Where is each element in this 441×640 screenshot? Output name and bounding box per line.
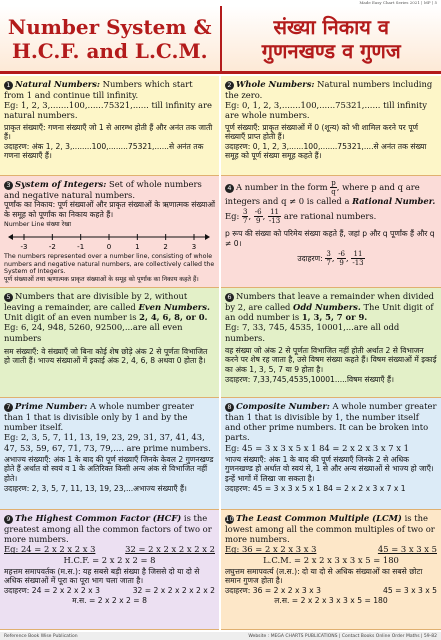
definition-text: Set of whole numbers and negative natural numbers. — [4, 179, 202, 200]
top-caption: Made Easy Chart Series 2021 | MP | 5 — [359, 0, 437, 5]
title-english-line1: Number System & — [7, 14, 212, 39]
definition-text: A whole number greater than 1 that is divisible only by 1 and by the number itself. — [4, 401, 194, 433]
number-badge: 9 — [4, 515, 13, 524]
example-text: Eg: 45 = 3 x 3 x 5 x 1 84 = 2 x 2 x 3 x 7 x 1 — [225, 442, 409, 453]
hindi-example-fraction-1: $\frac{3}{7}$ — [326, 250, 331, 268]
number-badge: 1 — [4, 81, 13, 90]
number-badge: 6 — [225, 293, 234, 302]
definition-text: Natural numbers including the zero. — [225, 79, 433, 100]
footer-right: Website : MEGA CHARTS PUBLICATIONS | Contact Books Online Order Maths | 59-82 — [248, 633, 437, 639]
card-rational-numbers: 4 A number in the form $\frac{p}{q}$ , where p and q are integers and q ≠ 0 is called a Rational Number. Eg: $\frac{3}{7}$ , $\frac{-6}{9}$ , $\frac{11}{-13}$ are rational numbers. p रूप की संख्या को परिमेय संख्या कहते हैं, जहां p और q पूर्णांक हैं और q ≠ 0। उदाहरण: $\frac{3}{7}$ , $\frac{-6}{9}$ , $\frac{11}{-13}$ — [221, 176, 441, 288]
example-36: Eg: 36 = 2 x 2 x 3 x 3 — [225, 544, 317, 555]
number-badge: 7 — [4, 403, 13, 412]
card-integers — [0, 176, 219, 288]
definition-text: A whole number greater than 1 that is divisible by 1, the number itself and other prime numbers. It can be broken into parts. — [225, 401, 437, 443]
example-tail: are rational numbers. — [283, 211, 377, 222]
term-natural-numbers: Natural Numbers: — [15, 79, 100, 89]
number-line-tick-label: -2 — [48, 242, 56, 251]
odd-digits: 1, 3, 5, 7 or 9. — [301, 312, 368, 323]
even-digits: 2, 4, 6, 8, or 0. — [139, 312, 208, 323]
term-composite-number: Composite Number: — [236, 401, 330, 411]
hindi-definition: सम संख्याएँ: वे संख्याएँ जो बिना कोई शेष छोड़े अंक 2 से पूर्णतः विभाजित हो जाती हैं। भाज्य संख्याओं में इकाई अंक 2, 4, 6, 8 अथवा 0 होता है। — [4, 346, 208, 366]
footer-left: Reference Book Wise Publication — [4, 633, 78, 639]
number-line-note: The numbers represented over a number line, consisting of whole numbers and negative natural numbers, are collectively called the System of Integers. — [4, 253, 215, 276]
title-english-line2: H.C.F. and L.C.M. — [11, 38, 208, 63]
number-badge: 3 — [4, 181, 13, 190]
hindi-example: उदाहरण: 45 = 3 x 3 x 5 x 1 84 = 2 x 2 x 3 x 7 x 1 — [225, 483, 406, 493]
hindi-example: उदाहरण: 7,33,745,4535,10001.....विषम संख्याएँ हैं। — [225, 374, 394, 384]
definition-text: is the lowest among all the common multiples of two or more numbers. — [225, 513, 435, 545]
hindi-definition: अभाज्य संख्याएँ: अंक 1 के बाद की पूर्ण संख्याएँ जिनके केवल 2 गुणनखण्ड होते हैं अर्थात वो स्वयं व 1 के अतिरिक्त किसी अन्य अंक से विभाजित नहीं होते। — [4, 454, 214, 483]
example-text: Eg: 6, 24, 948, 5260, 92500,...are all even numbers — [4, 322, 183, 343]
number-line-tick-label: 3 — [191, 242, 197, 251]
definition-text-2: The Unit digit of an odd number is — [225, 302, 434, 323]
poster-footer — [0, 632, 441, 640]
lcm-result: L.C.M. = 2 x 2 x 3 x 3 x 5 = 180 — [263, 554, 399, 565]
card-whole-numbers — [221, 76, 441, 176]
term-prime-number: Prime Number: — [15, 401, 88, 411]
definition-text-b: , where p and q are integers and q ≠ 0 is called a — [225, 182, 420, 206]
hindi-definition: पूर्णांक का निकाय: पूर्ण संख्याओं और प्राकृत संख्याओं के ऋणात्मक संख्याओं के समूह को पूर्णांक का निकाय कहते हैं। — [4, 200, 216, 219]
definition-text: Numbers that leave a remainder when divided by 2, are called — [225, 291, 435, 312]
hindi-definition: p रूप की संख्या को परिमेय संख्या कहते हैं, जहां p और q पूर्णांक हैं और q ≠ 0। — [225, 229, 435, 248]
hindi-definition: महत्तम समापवर्तक (म.स.): यह सबसे बड़ी संख्या है जिससे दो या दो से अधिक संख्याओं में पूरा का पूरा भाग चला जाता है। — [4, 566, 200, 586]
term-hcf: The Highest Common Factor (HCF) — [15, 513, 182, 523]
definition-text: Numbers that are divisible by 2, without leaving a remainder, are called — [4, 291, 188, 312]
card-odd-numbers — [221, 288, 441, 398]
number-line-label: Number Line संख्या रेखा — [4, 221, 72, 229]
term-integers: System of Integers: — [15, 179, 107, 189]
example-text: Eg: 0, 1, 2, 3,.......100,......75321,...... till infinity are whole numbers. — [225, 100, 427, 121]
example-fraction-1: $\frac{3}{7}$ — [242, 208, 248, 226]
hindi-hcf-result: म.स. = 2 x 2 x 2 = 8 — [72, 595, 147, 605]
term-lcm: The Least Common Multiple (LCM) — [236, 513, 402, 523]
example-fraction-2: $\frac{-6}{9}$ — [254, 208, 262, 226]
hindi-definition: पूर्ण संख्याएँ: प्राकृत संख्याओं में 0 (शून्य) को भी शामिल करने पर पूर्ण संख्याएँ प्राप्त होती हैं। — [225, 122, 418, 142]
title-hindi-line2: गुणनखण्ड व गुणज — [261, 38, 401, 63]
example-text: Eg: 7, 33, 745, 4535, 10001,...are all odd numbers. — [225, 322, 400, 343]
number-line-note-hindi: पूर्ण संख्याओं तथा ऋणात्मक प्राकृत संख्याओं के समूह को पूर्णांक का निकाय कहते हैं। — [4, 275, 199, 283]
hindi-example: उदाहरण: 0, 1, 2, 3,......100,.......75321,....से अनंत तक संख्या समूह को पूर्ण संख्या समूह कहते हैं। — [225, 141, 427, 161]
content-grid — [0, 76, 441, 630]
example-text: Eg: 2, 3, 5, 7, 11, 13, 19, 23, 29, 31, 37, 41, 43, 47, 53, 59, 67, 71, 73, 79,.... are prime numbers. — [4, 432, 211, 453]
definition-text: is the greatest among all the common factors of two or more numbers. — [4, 513, 212, 545]
hindi-lcm-result: ल.स. = 2 x 2 x 3 x 3 x 5 = 180 — [274, 595, 388, 605]
number-line-tick-label: -1 — [77, 242, 85, 251]
term-rational-number: Rational Number. — [352, 196, 436, 206]
number-line-tick-label: -3 — [20, 242, 28, 251]
title-hindi-line1: संख्या निकाय व — [273, 14, 389, 39]
example-fraction-3: $\frac{11}{-13}$ — [268, 208, 281, 226]
number-badge: 8 — [225, 403, 234, 412]
hindi-example: उदाहरण: 2, 3, 5, 7, 11, 13, 19, 23,...अभाज्य संख्याएँ हैं। — [4, 483, 187, 493]
title-hindi — [220, 6, 441, 74]
p-over-q-fraction: $\frac{p}{q}$ — [331, 179, 336, 196]
definition-text-a: A number in the form — [236, 182, 331, 192]
number-line-tick-label: 1 — [135, 242, 140, 251]
hindi-example: उदाहरण: अंक 1, 2, 3,........100,........75321,......से अनंत तक गणना संख्याएँ हैं। — [4, 141, 204, 161]
term-whole-numbers: Whole Numbers: — [236, 79, 315, 89]
hindi-example-fraction-2: $\frac{-6}{9}$ — [338, 250, 346, 268]
example-45: 45 = 3 x 3 x 5 — [377, 544, 437, 555]
card-even-numbers — [0, 288, 219, 398]
card-hcf — [0, 510, 219, 630]
hindi-example-45: 45 = 3 x 3 x 5 — [383, 586, 437, 595]
number-line — [4, 229, 214, 251]
hindi-example-36: उदाहरण: 36 = 2 x 2 x 3 x 3 — [225, 586, 321, 595]
hindi-definition: भाज्य संख्याएँ: अंक 1 के बाद की पूर्ण संख्याएँ जिनके 2 से अधिक गुणनखण्ड हो अर्थात वो स्वयं से, 1 से और अन्य संख्याओं से भाज्य हो जाएँ। इन्हें भागों में लिखा जा सकता है। — [225, 454, 434, 483]
number-badge: 10 — [225, 515, 234, 523]
hcf-result: H.C.F. = 2 x 2 x 2 = 8 — [63, 554, 156, 565]
card-prime-numbers — [0, 398, 219, 510]
example-32: 32 = 2 x 2 x 2 x 2 x 2 — [125, 544, 215, 555]
hindi-example-fraction-3: $\frac{11}{-13}$ — [352, 250, 364, 268]
number-badge: 5 — [4, 293, 13, 302]
poster-header — [0, 6, 441, 74]
hindi-definition: प्राकृत संख्याएँ: गणना संख्याएँ जो 1 से आरम्भ होती हैं और अनंत तक जाती हैं। — [4, 122, 213, 142]
card-natural-numbers — [0, 76, 219, 176]
definition-text: Numbers which start from 1 and continue till infinity. — [4, 79, 193, 100]
card-lcm — [221, 510, 441, 630]
title-english — [0, 6, 220, 74]
term-even-numbers: Even Numbers. — [138, 302, 210, 312]
card-composite-numbers — [221, 398, 441, 510]
term-odd-numbers: Odd Numbers. — [293, 302, 361, 312]
hindi-definition: लघुत्तम समापवर्त्य (ल.स.): दो या दो से अधिक संख्याओं का सबसे छोटा समान गुणज होता है। — [225, 566, 423, 586]
example-24: Eg: 24 = 2 x 2 x 2 x 3 — [4, 544, 96, 555]
hindi-definition: वह संख्या जो अंक 2 से पूर्णतः विभाजित नहीं होती अर्थात 2 से विभाजन करने पर शेष रह जाता है, उसे विषम संख्या कहते हैं। विषम संख्याओं में इकाई का अंक 1, 3, 5, 7 या 9 होता है। — [225, 345, 437, 374]
hindi-example-label: उदाहरण: — [297, 254, 323, 264]
example-text: Eg: 1, 2, 3,.......100,......75321,...... till infinity are natural numbers. — [4, 100, 212, 121]
number-line-tick-label: 2 — [163, 242, 168, 251]
number-badge: 2 — [225, 81, 234, 90]
number-line-tick-label: 0 — [106, 242, 112, 251]
number-badge: 4 — [225, 184, 234, 193]
example-label: Eg: — [225, 211, 240, 222]
hindi-example-24: उदाहरण: 24 = 2 x 2 x 2 x 3 — [4, 586, 100, 595]
hindi-example-32: 32 = 2 x 2 x 2 x 2 x 2 — [132, 586, 215, 595]
definition-text-2: Unit digit of an even number is — [4, 312, 140, 323]
